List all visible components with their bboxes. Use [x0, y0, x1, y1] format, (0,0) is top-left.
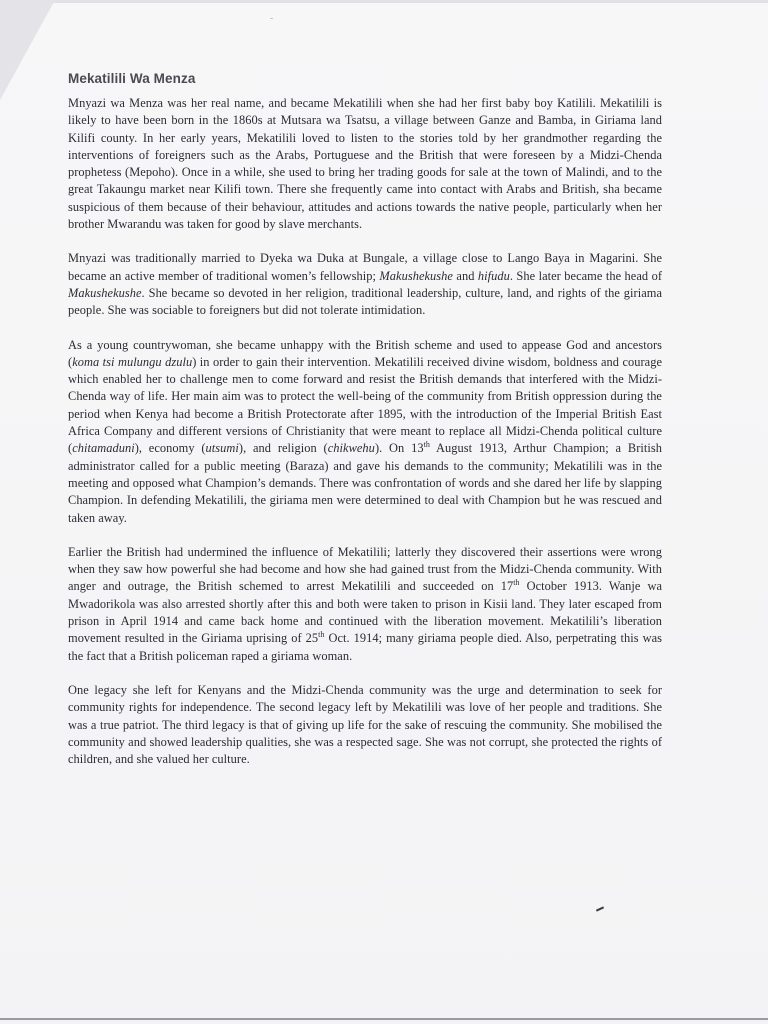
document-title: Mekatilili Wa Menza: [68, 71, 196, 87]
folded-corner-shadow: [0, 0, 55, 100]
paragraph-5: [68, 682, 662, 768]
text-run: Oct. 1914; many giriama people died. Also, perpetrating this was the fact that a British policeman raped a giriama woman.: [68, 631, 662, 663]
italic-term: chitamaduni: [72, 441, 135, 456]
text-run: and: [452, 268, 478, 283]
text-run: ) in order to gain their intervention. Mekatilili received divine wisdom, boldness and courage which enabled her to challenge men to come forward and resist the British demands that interfered with the Midzi-Chenda way of life. Her main aim was to protect the well-being of the community from British oppression during the period when Kenya had become a British Protectorate after 1895, with the introduction of the Imperial British East Africa Company and different versions of Christianity that were meant to replace all Midzi-Chenda political culture (: [68, 354, 663, 456]
italic-term: hifudu: [477, 268, 510, 283]
text-run: August 1913, Arthur Champion; a British administrator called for a public meeting (Baraza) and gave his demands to the community; Mekatilili was in the meeting and opposed what Champion’s demands. There was confrontation of words and she dared her life by slapping Champion. In defending Mekatilili, the giriama men were determined to deal with Champion but he was rescued and taken away.: [68, 441, 662, 525]
text-run: . She later became the head of: [509, 268, 662, 283]
paragraph-4: [68, 544, 662, 665]
ordinal-suffix: th: [513, 578, 520, 588]
scan-speck: [270, 18, 273, 19]
text-run: ). On 13: [374, 441, 424, 456]
italic-term: utsumi: [205, 441, 239, 456]
paragraph-1: [68, 95, 662, 233]
italic-term: chikwehu: [327, 441, 375, 456]
pen-mark: [596, 906, 604, 911]
document-body: [68, 95, 662, 785]
italic-term: Makushekushe: [68, 285, 142, 300]
text-run: Mnyazi wa Menza was her real name, and became Mekatilili when she had her first baby boy Katilili. Mekatilili is likely to have been born in the 1860s at Mutsara wa Tsatsu, a village between Ganze and Bamba, in Giriama land Kilifi county. In her early years, Mekatilili loved to listen to the stories told by her grandmother regarding the interventions of foreigners such as the Arabs, Portuguese and the British that were foreseen by a Midzi-Chenda prophetess (Mepoho). Once in a while, she used to bring her trading goods for sale at the town of Malindi, and to the great Takaungu market near Kilifi town. There she frequently came into contact with Arabs and British, sha became suspicious of them because of their behaviour, attitudes and actions towards the native people, particularly when her brother Mwarandu was taken for good by slave merchants.: [68, 96, 662, 232]
ordinal-suffix: th: [318, 630, 325, 640]
italic-term: Makushekushe: [379, 268, 453, 283]
text-run: As a young countrywoman, she became unhappy with the British scheme and used to appease God and ancestors (: [68, 337, 662, 369]
text-run: Mnyazi was traditionally married to Dyeka wa Duka at Bungale, a village close to Lango Baya in Magarini. She became an active member of traditional women’s fellowship;: [68, 251, 662, 283]
paragraph-2: [68, 250, 662, 319]
text-run: One legacy she left for Kenyans and the Midzi-Chenda community was the urge and determination to seek for community rights for independence. The second legacy left by Mekatilili was love of her people and traditions. She was a true patriot. The third legacy is that of giving up life for the sake of rescuing the community. She mobilised the community and showed leadership qualities, she was a respected sage. She was not corrupt, she protected the rights of children, and she valued her culture.: [68, 682, 662, 767]
text-run: Earlier the British had undermined the influence of Mekatilili; latterly they discovered their assertions were wrong when they saw how powerful she had become and how she had gained trust from the Midzi-Chenda community. With anger and outrage, the British schemed to arrest Mekatilili and succeeded on 17: [68, 544, 662, 594]
text-run: October 1913. Wanje wa Mwadorikola was also arrested shortly after this and both were taken to prison in Kisii land. They later escaped from prison in April 1914 and came back home and continued with the liberation movement. Mekatilili’s liberation movement resulted in the Giriama uprising of 25: [68, 579, 662, 646]
ordinal-suffix: th: [423, 440, 430, 450]
paragraph-3: [68, 337, 662, 527]
italic-term: koma tsi mulungu dzulu: [72, 354, 193, 369]
text-run: ), and religion (: [238, 441, 328, 456]
text-run: . She became so devoted in her religion, traditional leadership, culture, land, and rights of the giriama people. She was sociable to foreigners but did not tolerate intimidation.: [68, 285, 662, 318]
text-run: ), economy (: [134, 441, 206, 456]
page-top-edge: [0, 0, 768, 3]
page-bottom-edge: [0, 1018, 768, 1020]
